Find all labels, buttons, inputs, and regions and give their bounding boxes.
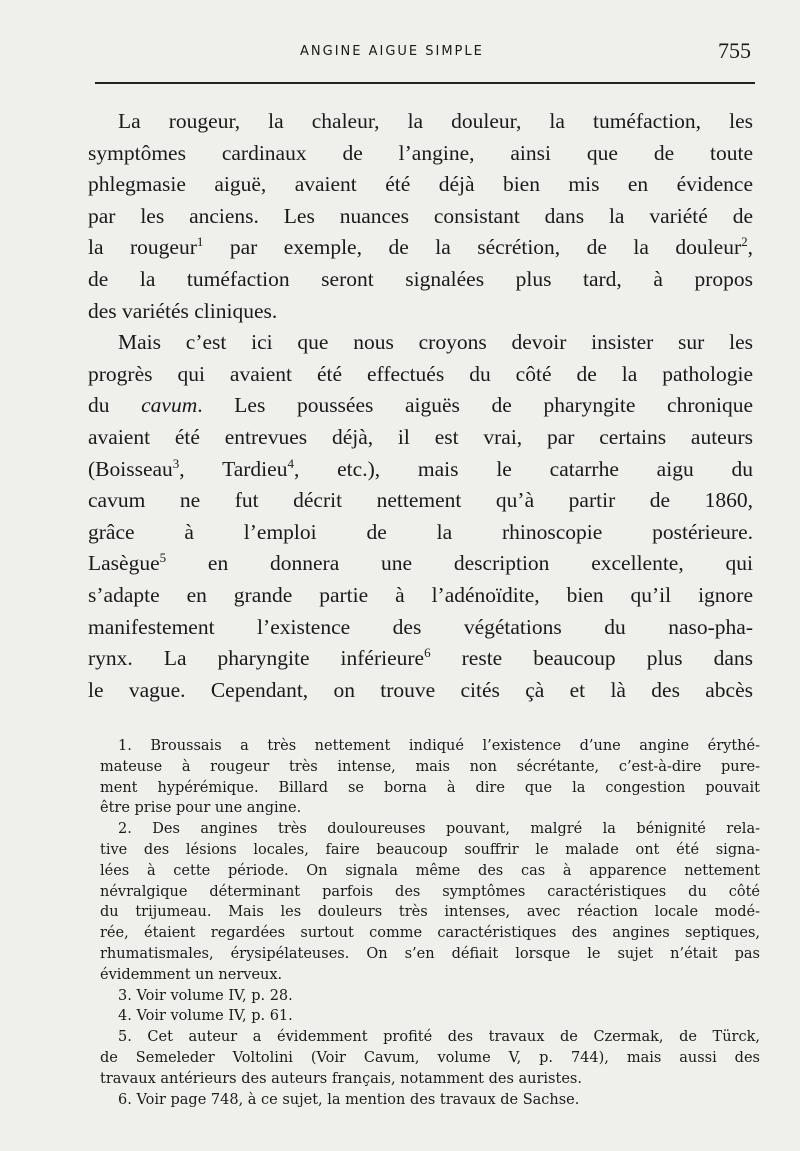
footnote-ref-2: 2 [741,234,748,250]
text-fragment: en donnera une description excellente, qui [166,551,753,576]
page-header [95,38,755,68]
footnote-line: névralgique déterminant parfois des symptômes caractéristiques du côté [100,883,760,900]
footnote-line: 2. Des angines très douloureuses pouvant, malgré la bénignité rela- [118,821,760,838]
footnote-line: 1. Broussais a très nettement indiqué l’existence d’une angine érythé- [118,738,760,754]
text-line: Mais c’est ici que nous croyons devoir insister sur les [118,330,753,355]
text-line: par les anciens. Les nuances consistant dans la variété de [88,203,753,228]
footnote-line: 5. Cet auteur a évidemment profité des travaux de Czermak, de Türck, [118,1029,760,1046]
text-line: symptômes cardinaux de l’angine, ainsi que de toute [88,140,753,165]
footnote-1 [100,736,760,819]
text-line: avaient été entrevues déjà, il est vrai, par certains auteurs [88,424,753,449]
footnote-ref-4: 4 [287,455,294,471]
footnote-line: ment hypérémique. Billard se borna à dire que la congestion pouvait [100,779,760,796]
footnote-line: de Semeleder Voltolini (Voir Cavum, volume V, p. 744), mais aussi des [100,1049,760,1066]
footnote-line: travaux antérieurs des auteurs français, notamment des auristes. [100,1070,582,1087]
text-fragment: Lasègue [88,551,160,576]
footnote-3 [100,986,760,1007]
text-fragment: du [88,393,142,418]
text-line [88,454,753,486]
footnote-line: évidemment un nerveux. [100,966,283,983]
header-rule [95,82,755,84]
text-line [88,643,753,675]
text-fragment: par exemple, de la sécrétion, de la douleur [203,235,742,260]
italic-term: cavum [141,393,198,418]
footnote-5 [100,1027,760,1089]
footnote-ref-3: 3 [172,455,180,471]
footnote-line: 4. Voir volume IV, p. 61. [118,1008,293,1025]
page-number: 755 [718,38,751,63]
footnote-line: lées à cette période. On signala même des cas à apparence nettement [100,862,760,879]
footnote-line: mateuse à rougeur très intense, mais non sécrétante, c’est-à-dire pure- [100,758,760,775]
text-line: s’adapte en grande partie à l’adénoïdite, bien qu’il ignore [88,582,753,607]
footnote-ref-5: 5 [159,550,167,566]
footnote-line: 6. Voir page 748, à ce sujet, la mention des travaux de Sachse. [118,1091,580,1108]
text-line [88,232,753,264]
text-line: La rougeur, la chaleur, la douleur, la tuméfaction, les [118,109,753,133]
footnotes [100,736,760,1110]
text-line: de la tuméfaction seront signalées plus tard, à propos [88,266,753,291]
text-fragment: , etc.), mais le catarrhe aigu du [293,456,753,481]
text-fragment: , Tardieu [179,456,288,481]
text-line: phlegmasie aiguë, avaient été déjà bien mis en évidence [88,172,753,197]
text-fragment: (Boisseau [88,456,173,481]
text-fragment: . Les poussées aiguës de pharyngite chronique [197,393,754,418]
footnote-6 [100,1090,760,1111]
text-fragment: rynx. La pharyngite inférieure [88,646,425,671]
footnote-ref-6: 6 [424,644,431,660]
footnote-line: rhumatismales, érysipélateuses. On s’en défiait lorsque le sujet n’était pas [100,945,760,962]
main-text [88,106,753,706]
footnote-2 [100,819,760,985]
text-fragment: reste beaucoup plus dans [430,646,753,671]
text-line [88,548,753,580]
footnote-line: du trijumeau. Mais les douleurs très intenses, avec réaction locale modé- [100,904,760,921]
footnote-line: être prise pour une angine. [100,800,302,817]
text-line: progrès qui avaient été effectués du côté de la pathologie [88,361,753,386]
footnote-line: 3. Voir volume IV, p. 28. [118,987,293,1004]
text-fragment: , [747,235,753,260]
paragraph-1 [88,106,753,327]
footnote-ref-1: 1 [196,234,204,250]
text-line: manifestement l’existence des végétations du naso-pha- [88,614,753,639]
paragraph-2 [88,327,753,706]
text-line: le vague. Cependant, on trouve cités çà et là des abcès [88,677,753,702]
footnote-line: rée, étaient regardées surtout comme caractéristiques des angines septiques, [100,925,760,942]
footnote-line: tive des lésions locales, faire beaucoup souffrir le malade ont été signa- [100,841,760,858]
running-title: ANGINE AIGUE SIMPLE [300,44,484,59]
text-fragment: la rougeur [88,235,197,260]
text-line: cavum ne fut décrit nettement qu’à partir de 1860, [88,488,753,513]
text-line [88,390,753,422]
text-line: des variétés cliniques. [88,298,278,323]
footnote-4 [100,1006,760,1027]
text-line: grâce à l’emploi de la rhinoscopie postérieure. [88,519,753,544]
